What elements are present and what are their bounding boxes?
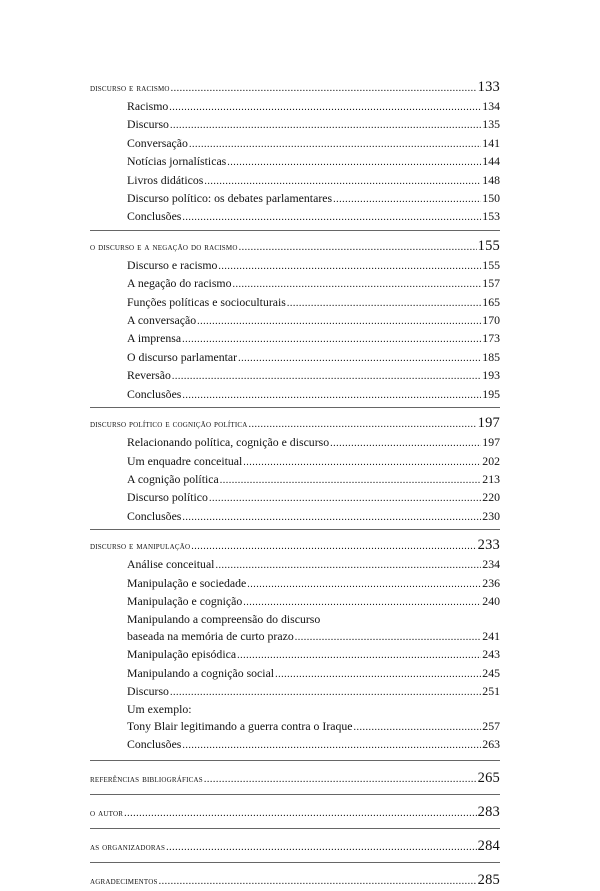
dot-leader [243,455,481,471]
section-title: Discurso e racismo [127,257,218,272]
toc-chapter [90,237,500,257]
toc-section [90,386,500,404]
section-title: Racismo [127,99,169,113]
toc-section [90,489,500,507]
dot-leader [182,332,481,348]
dot-leader [287,296,481,312]
toc-section [90,349,500,367]
toc-section [90,208,500,226]
section-title: Discurso [127,117,169,132]
section-page: 144 [482,154,500,169]
section-title-continuation: Tony Blair legitimando a guerra contra o Iraque [127,718,353,733]
dot-leader [172,369,481,385]
section-title: Um exemplo: [127,702,192,717]
toc-chapter [90,769,500,789]
dot-leader [182,510,481,526]
section-page: 241 [482,628,500,643]
section-title: Manipulando a compreensão do discurso [127,612,321,627]
toc-section [90,665,500,683]
toc-section [90,434,500,452]
section-title: Discurso [127,683,169,698]
dot-leader [330,436,481,452]
section-title: Reversão [127,368,171,383]
section-title: A cognição política [127,471,219,486]
dot-leader [220,473,482,489]
dot-leader [243,595,481,611]
section-page: 173 [482,331,500,346]
chapter-page: 133 [477,79,500,95]
toc-chapter [90,837,500,857]
dot-leader [233,277,482,293]
toc-section [90,172,500,190]
section-title: Manipulação episódica [127,647,237,662]
divider [90,794,500,795]
section-page: 157 [482,276,500,291]
section-title: Conclusões [127,508,182,523]
dot-leader [124,805,477,823]
toc-section [90,453,500,471]
section-title: Análise conceitual [127,557,215,572]
section-page: 150 [482,191,500,206]
toc-section-first-line [90,701,500,717]
dot-leader [215,558,481,574]
section-title: Manipulação e sociedade [127,575,247,590]
section-page: 202 [482,453,500,468]
toc-section [90,575,500,593]
section-page: 134 [482,99,500,113]
section-title: A conversação [127,313,197,328]
chapter-title: discurso e manipulação [90,541,191,553]
toc-chapter [90,536,500,556]
section-title: Funções políticas e socioculturais [127,294,286,309]
toc-section [90,646,500,664]
dot-leader [218,259,481,275]
toc-section [90,98,500,116]
section-title: Manipulando a cognição social [127,665,275,680]
chapter-page: 155 [477,237,500,254]
chapter-title: discurso e racismo [90,83,170,94]
toc-section [90,367,500,385]
section-page: 251 [482,683,500,698]
dot-leader [249,416,477,434]
section-page: 240 [482,593,500,608]
toc-section [90,556,500,574]
section-page: 195 [482,386,500,401]
toc-section [90,471,500,489]
section-title-continuation: baseada na memória de curto prazo [127,628,294,643]
chapter-page: 283 [477,803,500,820]
section-page: 141 [482,135,500,150]
toc-section [90,135,500,153]
section-page: 245 [482,665,500,680]
dot-leader [159,873,477,891]
toc-section [90,718,500,736]
divider [90,230,500,231]
chapter-page: 233 [477,537,500,554]
chapter-page: 285 [477,871,500,888]
toc-chapter [90,414,500,434]
dot-leader [182,388,481,404]
toc-section [90,190,500,208]
section-page: 213 [482,471,500,486]
toc-section [90,153,500,171]
dot-leader [169,100,481,116]
divider [90,760,500,761]
chapter-title: o autor [90,807,124,819]
dot-leader [204,174,481,190]
dot-leader [227,155,481,171]
dot-leader [197,314,481,330]
section-title: O discurso parlamentar [127,349,238,364]
dot-leader [204,771,477,789]
toc-chapter [90,871,500,891]
section-title: Manipulação e cognição [127,593,243,608]
section-page: 197 [482,435,500,450]
dot-leader [191,538,476,556]
dot-leader [237,648,481,664]
divider [90,828,500,829]
toc-chapter [90,803,500,823]
section-page: 243 [482,647,500,662]
toc-section [90,275,500,293]
dot-leader [189,137,481,153]
section-page: 220 [482,490,500,505]
dot-leader [170,685,481,701]
section-page: 148 [482,172,500,187]
toc-section [90,312,500,330]
toc-section [90,257,500,275]
section-title: Livros didáticos [127,172,204,187]
dot-leader [239,239,477,257]
section-title: Conclusões [127,209,182,224]
divider [90,529,500,530]
chapter-page: 265 [477,769,500,786]
section-title: Discurso político: os debates parlamentares [127,191,333,206]
dot-leader [333,192,481,208]
section-page: 185 [482,349,500,364]
section-title: A imprensa [127,331,182,346]
toc-section [90,683,500,701]
table-of-contents [90,78,500,891]
chapter-page: 284 [477,837,500,854]
dot-leader [295,630,482,646]
toc-section [90,736,500,754]
chapter-title: o discurso e a negação do racismo [90,241,238,253]
dot-leader [209,491,481,507]
dot-leader [247,577,481,593]
dot-leader [182,210,481,226]
chapter-title: discurso político e cognição política [90,419,248,431]
toc-section-first-line [90,611,500,627]
section-page: 234 [482,557,500,572]
toc-section [90,116,500,134]
section-title: Notícias jornalísticas [127,154,227,169]
toc-section [90,508,500,526]
toc-section [90,330,500,348]
toc-section [90,628,500,646]
section-page: 257 [482,718,500,733]
section-page: 170 [482,313,500,328]
dot-leader [170,118,481,134]
section-page: 165 [482,294,500,309]
dot-leader [166,839,477,857]
dot-leader [238,351,481,367]
section-title: Relacionando política, cognição e discurso [127,435,330,450]
section-page: 230 [482,508,500,523]
section-page: 236 [482,575,500,590]
dot-leader [171,80,477,98]
section-page: 155 [482,257,500,272]
section-page: 193 [482,368,500,383]
dot-leader [275,667,481,683]
section-page: 153 [482,209,500,224]
divider [90,862,500,863]
dot-leader [354,720,482,736]
section-title: Um enquadre conceitual [127,453,243,468]
toc-section [90,294,500,312]
section-title: Conversação [127,135,188,150]
section-title: Conclusões [127,386,182,401]
chapter-page: 197 [477,415,500,432]
section-page: 135 [482,117,500,132]
dot-leader [182,738,481,754]
section-title: A negação do racismo [127,276,232,291]
toc-section [90,593,500,611]
chapter-title: referências bibliográficas [90,773,203,785]
chapter-title: as organizadoras [90,841,166,853]
section-page: 263 [482,737,500,752]
divider [90,407,500,408]
section-title: Conclusões [127,737,182,752]
section-title: Discurso político [127,490,208,505]
toc-chapter [90,78,500,98]
chapter-title: agradecimentos [90,875,158,887]
